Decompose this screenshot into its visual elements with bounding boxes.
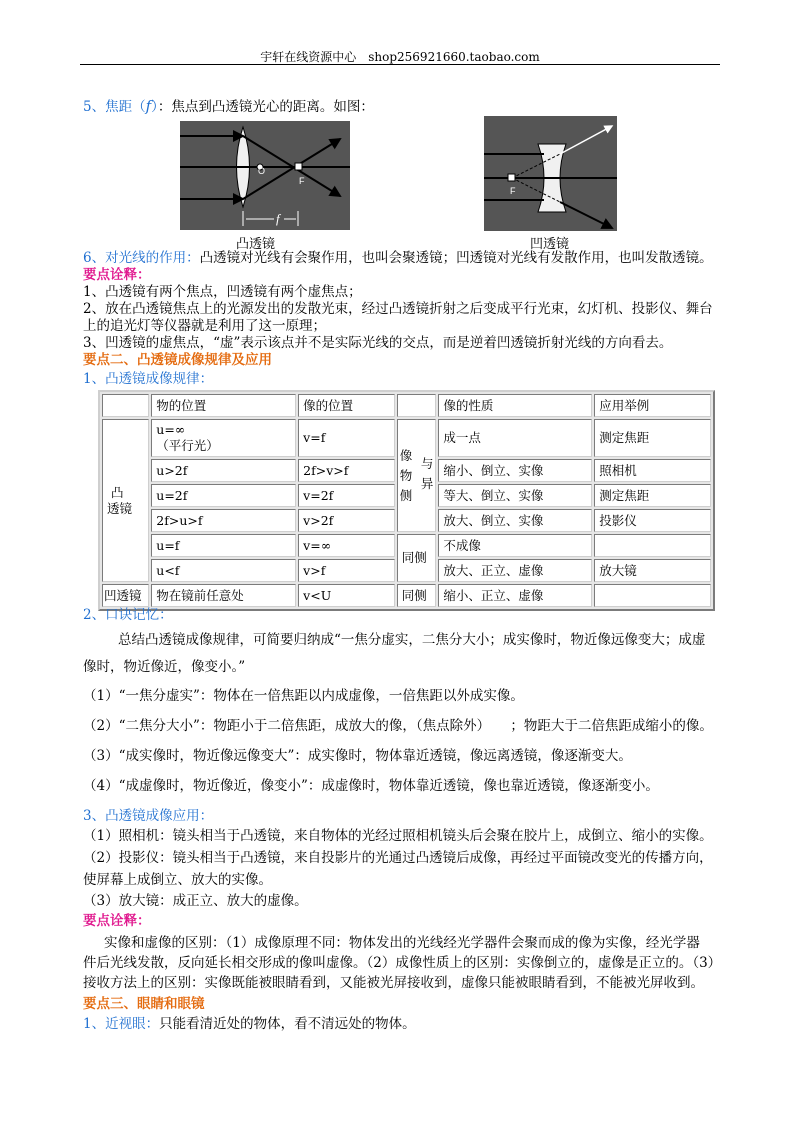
myopia-line bbox=[83, 1016, 416, 1033]
row-1-nature: 成一点 bbox=[438, 419, 592, 457]
table-cell bbox=[102, 394, 149, 417]
concave-lens-figure bbox=[484, 116, 617, 231]
opposite-char: 与 bbox=[420, 455, 434, 471]
concave-lens-label-cell: 凹透镜 bbox=[102, 584, 149, 607]
mnemonic-item-3: （3）“成实像时，物近像远像变大”：成实像时，物体靠近透镜，像远离透镜，像逐渐变大。 bbox=[83, 748, 632, 764]
imaging-rules-table bbox=[98, 390, 715, 611]
row-3-image: v=2f bbox=[298, 484, 395, 507]
application-line-4: （3）放大镜：成正立、放大的虚像。 bbox=[83, 893, 308, 909]
convex-lens-diagram bbox=[180, 121, 350, 230]
row-1-object-note: （平行光） bbox=[156, 438, 219, 453]
note-1-line-3: 上的追光灯等仪器就是利用了这一原理； bbox=[83, 318, 326, 334]
mnemonic-item-1: （1）“一焦分虚实”：物体在一倍焦距以内成虚像，一倍焦距以外成实像。 bbox=[83, 688, 524, 704]
table-header: 像的性质 bbox=[438, 394, 592, 417]
section-5-number: 5、焦距（ bbox=[83, 99, 146, 115]
row-6-object: u<f bbox=[151, 559, 296, 582]
table-header-row bbox=[102, 394, 711, 417]
row-7-side: 同侧 bbox=[397, 584, 437, 607]
convex-lens-caption: 凸透镜 bbox=[236, 237, 276, 252]
section-5-symbol: f bbox=[145, 97, 152, 115]
row-2-application: 照相机 bbox=[594, 459, 711, 482]
note-2-line-1: 实像和虚像的区别：（1）成像原理不同：物体发出的光线经光学器件会聚而成的像为实像，经光学器 bbox=[104, 935, 700, 951]
row-7-application bbox=[594, 584, 711, 607]
note-2-line-2: 件后光线发散，反向延长相交形成的像叫虚像。（2）成像性质上的区别：实像倒立的，虚像是正立的。（3） bbox=[83, 955, 722, 971]
table-row bbox=[102, 534, 711, 557]
opposite-char: 物 bbox=[399, 467, 413, 483]
opposite-char: 侧 bbox=[399, 487, 413, 503]
row-7-object: 物在镜前任意处 bbox=[151, 584, 296, 607]
row-6-nature: 放大、正立、虚像 bbox=[438, 559, 592, 582]
row-5-application bbox=[594, 534, 711, 557]
header-rule bbox=[80, 64, 720, 65]
sub-1-heading: 1、凸透镜成像规律： bbox=[83, 371, 214, 387]
table-cell bbox=[151, 419, 296, 457]
row-2-object: u>2f bbox=[151, 459, 296, 482]
table-row bbox=[102, 419, 711, 457]
section-5-text: ：焦点到凸透镜光心的距离。如图： bbox=[157, 99, 374, 115]
row-4-object: 2f>u>f bbox=[151, 509, 296, 532]
table-header: 应用举例 bbox=[594, 394, 711, 417]
section-6-title: 6、对光线的作用： bbox=[83, 250, 200, 266]
section-5-line bbox=[83, 98, 374, 116]
convex-f-label: F bbox=[299, 176, 305, 186]
table-header: 物的位置 bbox=[151, 394, 296, 417]
note-1-title: 要点诠释： bbox=[83, 267, 151, 283]
sub-2-heading: 2、口诀记忆： bbox=[83, 607, 173, 623]
table-cell bbox=[397, 394, 437, 417]
convex-o-label: O bbox=[258, 166, 266, 176]
point-2-heading: 要点二、凸透镜成像规律及应用 bbox=[83, 352, 272, 368]
row-5-nature: 不成像 bbox=[438, 534, 592, 557]
opposite-char: 像 bbox=[399, 447, 413, 463]
convex-lens-figure bbox=[180, 121, 350, 230]
mnemonic-para-line-2: 像时，物近像近，像变小。” bbox=[83, 659, 246, 675]
application-line-2: （2）投影仪：镜头相当于凸透镜，来自投影片的光通过凸透镜后成像，再经过平面镜改变光的传播方向， bbox=[83, 850, 713, 866]
convex-lens-label-cell bbox=[102, 419, 149, 582]
note-1-line-4: 3、凹透镜的虚焦点，“虚”表示该点并不是实际光线的交点，而是逆着凹透镜折射光线的方向看去。 bbox=[83, 335, 673, 351]
mnemonic-item-2: （2）“二焦分大小”：物距小于二倍焦距，成放大的像，（焦点除外） ；物距大于二倍焦距成缩小的像。 bbox=[83, 718, 713, 734]
row-2-image: 2f>v>f bbox=[298, 459, 395, 482]
opposite-side-cell bbox=[397, 419, 437, 532]
concave-f-label: F bbox=[510, 186, 516, 196]
row-7-image: v<U bbox=[298, 584, 395, 607]
note-1-line-1: 1、凸透镜有两个焦点，凹透镜有两个虚焦点； bbox=[83, 284, 362, 300]
mnemonic-para-line-1: 总结凸透镜成像规律，可简要归纳成“一焦分虚实，二焦分大小；成实像时，物近像远像变大；成虚 bbox=[118, 632, 706, 648]
row-1-application: 测定焦距 bbox=[594, 419, 711, 457]
application-line-3: 使屏幕上成倒立、放大的实像。 bbox=[83, 872, 272, 888]
concave-lens-diagram bbox=[484, 116, 617, 231]
sub-3-heading: 3、凸透镜成像应用： bbox=[83, 808, 214, 824]
row-3-object: u=2f bbox=[151, 484, 296, 507]
section-6-line bbox=[83, 250, 713, 267]
table-row bbox=[102, 584, 711, 607]
row-1-image: v=f bbox=[298, 419, 395, 457]
row-5-object: u=f bbox=[151, 534, 296, 557]
myopia-title: 1、近视眼： bbox=[83, 1016, 160, 1032]
row-4-image: v>2f bbox=[298, 509, 395, 532]
same-side-cell: 同侧 bbox=[397, 534, 437, 582]
row-4-application: 投影仪 bbox=[594, 509, 711, 532]
row-5-image: v=∞ bbox=[298, 534, 395, 557]
opposite-char: 异 bbox=[420, 475, 434, 491]
section-6-text: 凸透镜对光线有会聚作用，也叫会聚透镜；凹透镜对光线有发散作用，也叫发散透镜。 bbox=[199, 250, 713, 266]
application-line-1: （1）照相机：镜头相当于凸透镜，来自物体的光经过照相机镜头后会聚在胶片上，成倒立、缩小的实像。 bbox=[83, 828, 713, 844]
table-header: 像的位置 bbox=[298, 394, 395, 417]
section-5-close: ） bbox=[151, 99, 158, 115]
row-2-nature: 缩小、倒立、实像 bbox=[438, 459, 592, 482]
note-2-title: 要点诠释： bbox=[83, 913, 151, 929]
row-3-application: 测定焦距 bbox=[594, 484, 711, 507]
row-3-nature: 等大、倒立、实像 bbox=[438, 484, 592, 507]
point-3-heading: 要点三、眼睛和眼镜 bbox=[83, 996, 205, 1012]
row-4-nature: 放大、倒立、实像 bbox=[438, 509, 592, 532]
note-2-line-3: 接收方法上的区别：实像既能被眼睛看到，又能被光屏接收到，虚像只能被眼睛看到，不能被光屏收到。 bbox=[83, 975, 704, 991]
convex-label-1: 凸 bbox=[111, 484, 124, 500]
mnemonic-item-4: （4）“成虚像时，物近像近，像变小”：成虚像时，物体靠近透镜，像也靠近透镜，像逐渐变小。 bbox=[83, 778, 659, 794]
note-1-line-2: 2、放在凸透镜焦点上的光源发出的发散光束，经过凸透镜折射之后变成平行光束，幻灯机、投影仪、舞台 bbox=[83, 301, 713, 317]
convex-focal-length-label: f bbox=[276, 211, 280, 226]
row-6-image: v>f bbox=[298, 559, 395, 582]
row-1-object: u=∞ bbox=[156, 422, 186, 437]
concave-lens-caption: 凹透镜 bbox=[530, 237, 570, 252]
row-7-nature: 缩小、正立、虚像 bbox=[438, 584, 592, 607]
myopia-text: 只能看清近处的物体，看不清远处的物体。 bbox=[159, 1016, 416, 1032]
convex-label-2: 透镜 bbox=[107, 500, 133, 516]
row-6-application: 放大镜 bbox=[594, 559, 711, 582]
page-header: 宇轩在线资源中心 shop256921660.taobao.com bbox=[260, 50, 540, 64]
